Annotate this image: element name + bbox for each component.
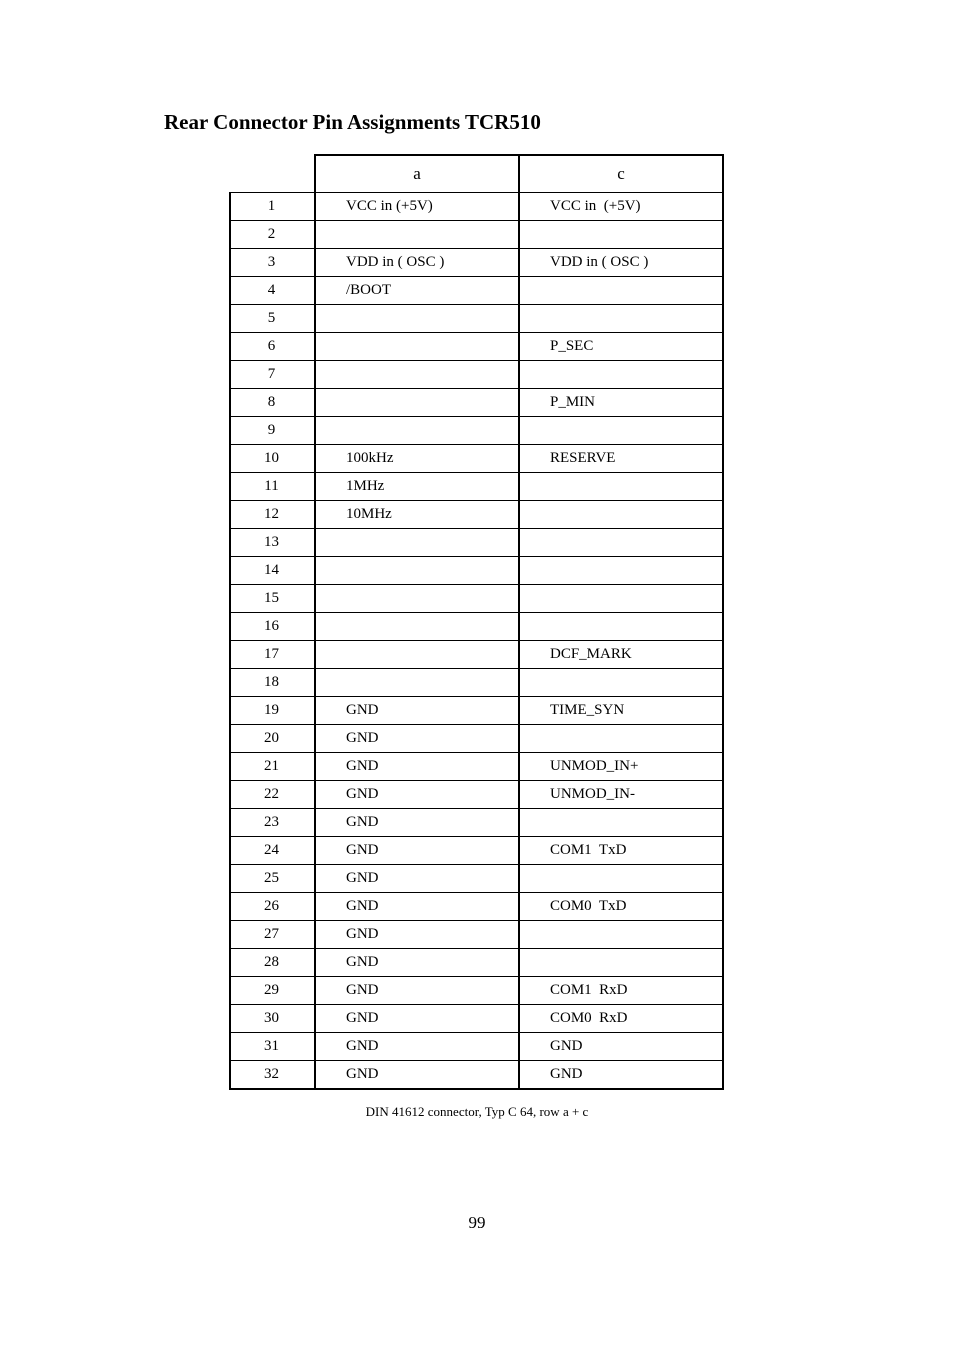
pin-number-cell: 22 (230, 781, 315, 809)
row-c-signal-cell: VCC in (+5V) (519, 193, 723, 221)
row-c-signal-cell (519, 949, 723, 977)
row-c-signal-cell (519, 669, 723, 697)
row-c-signal-cell (519, 277, 723, 305)
row-c-signal-cell (519, 417, 723, 445)
row-a-signal-cell (315, 669, 519, 697)
row-a-signal-cell: 1MHz (315, 473, 519, 501)
pin-number-cell: 2 (230, 221, 315, 249)
pin-number-cell: 5 (230, 305, 315, 333)
table-row (230, 921, 723, 949)
pin-number-cell: 15 (230, 585, 315, 613)
row-c-signal-cell: P_SEC (519, 333, 723, 361)
header-row-a: a (315, 155, 519, 193)
row-c-signal-cell (519, 473, 723, 501)
table-caption: DIN 41612 connector, Typ C 64, row a + c (365, 1104, 589, 1119)
pin-number-cell: 1 (230, 193, 315, 221)
row-c-signal-cell (519, 361, 723, 389)
table-row (230, 473, 723, 501)
row-a-signal-cell: 100kHz (315, 445, 519, 473)
pin-number-cell: 16 (230, 613, 315, 641)
row-c-signal-cell: COM0 TxD (519, 893, 723, 921)
pin-number-cell: 13 (230, 529, 315, 557)
row-c-signal-cell (519, 613, 723, 641)
pin-number-cell: 8 (230, 389, 315, 417)
row-a-signal-cell: 10MHz (315, 501, 519, 529)
table-row (230, 361, 723, 389)
pin-number-cell: 14 (230, 557, 315, 585)
pin-number-cell: 29 (230, 977, 315, 1005)
pin-number-cell: 26 (230, 893, 315, 921)
table-row (230, 529, 723, 557)
pin-number-cell: 24 (230, 837, 315, 865)
row-c-signal-cell (519, 305, 723, 333)
table-row (230, 445, 723, 473)
table-row (230, 1033, 723, 1061)
header-corner-cell (230, 155, 315, 193)
row-c-signal-cell: GND (519, 1061, 723, 1090)
table-row (230, 753, 723, 781)
row-c-signal-cell (519, 557, 723, 585)
table-row (230, 389, 723, 417)
table-row (230, 1061, 723, 1090)
row-c-signal-cell (519, 529, 723, 557)
table-row (230, 277, 723, 305)
table-row (230, 501, 723, 529)
row-c-signal-cell: TIME_SYN (519, 697, 723, 725)
row-a-signal-cell: GND (315, 921, 519, 949)
row-c-signal-cell: UNMOD_IN+ (519, 753, 723, 781)
table-row (230, 333, 723, 361)
pin-number-cell: 31 (230, 1033, 315, 1061)
pin-number-cell: 17 (230, 641, 315, 669)
pin-number-cell: 11 (230, 473, 315, 501)
table-row (230, 417, 723, 445)
row-c-signal-cell (519, 725, 723, 753)
pin-number-cell: 21 (230, 753, 315, 781)
row-c-signal-cell (519, 221, 723, 249)
table-row (230, 305, 723, 333)
page-title: Rear Connector Pin Assignments TCR510 (164, 110, 541, 134)
table-row (230, 669, 723, 697)
row-a-signal-cell (315, 557, 519, 585)
row-c-signal-cell: DCF_MARK (519, 641, 723, 669)
pin-number-cell: 23 (230, 809, 315, 837)
table-row (230, 809, 723, 837)
pin-number-cell: 20 (230, 725, 315, 753)
row-a-signal-cell (315, 585, 519, 613)
row-a-signal-cell (315, 529, 519, 557)
table-row (230, 977, 723, 1005)
pin-rows (230, 193, 723, 1090)
table-row (230, 837, 723, 865)
table-row (230, 1005, 723, 1033)
pin-number-cell: 3 (230, 249, 315, 277)
table-header-row (230, 155, 723, 193)
row-a-signal-cell (315, 333, 519, 361)
header-row-c: c (519, 155, 723, 193)
table-row (230, 865, 723, 893)
table-row (230, 585, 723, 613)
table-row (230, 893, 723, 921)
pin-number-cell: 6 (230, 333, 315, 361)
pin-number-cell: 9 (230, 417, 315, 445)
pin-number-cell: 28 (230, 949, 315, 977)
row-a-signal-cell (315, 305, 519, 333)
row-c-signal-cell: COM1 TxD (519, 837, 723, 865)
row-a-signal-cell: GND (315, 977, 519, 1005)
row-a-signal-cell: GND (315, 865, 519, 893)
table-row (230, 193, 723, 221)
row-a-signal-cell: GND (315, 753, 519, 781)
row-c-signal-cell (519, 501, 723, 529)
row-c-signal-cell: RESERVE (519, 445, 723, 473)
pin-number-cell: 27 (230, 921, 315, 949)
row-c-signal-cell: GND (519, 1033, 723, 1061)
pin-number-cell: 32 (230, 1061, 315, 1090)
row-a-signal-cell: GND (315, 697, 519, 725)
pin-number-cell: 10 (230, 445, 315, 473)
row-c-signal-cell: COM1 RxD (519, 977, 723, 1005)
row-a-signal-cell: GND (315, 949, 519, 977)
row-a-signal-cell (315, 221, 519, 249)
row-a-signal-cell: GND (315, 781, 519, 809)
table-row (230, 557, 723, 585)
row-a-signal-cell (315, 417, 519, 445)
pin-number-cell: 19 (230, 697, 315, 725)
table-row (230, 725, 723, 753)
row-c-signal-cell: COM0 RxD (519, 1005, 723, 1033)
table-row (230, 949, 723, 977)
table-row (230, 221, 723, 249)
pin-number-cell: 7 (230, 361, 315, 389)
pin-number-cell: 12 (230, 501, 315, 529)
row-a-signal-cell (315, 361, 519, 389)
row-a-signal-cell: GND (315, 1005, 519, 1033)
row-a-signal-cell: VDD in ( OSC ) (315, 249, 519, 277)
page-number: 99 (468, 1213, 486, 1232)
row-a-signal-cell (315, 389, 519, 417)
row-a-signal-cell: GND (315, 837, 519, 865)
row-a-signal-cell: /BOOT (315, 277, 519, 305)
row-a-signal-cell: VCC in (+5V) (315, 193, 519, 221)
row-a-signal-cell: GND (315, 809, 519, 837)
table-row (230, 641, 723, 669)
table-row (230, 249, 723, 277)
row-a-signal-cell: GND (315, 1061, 519, 1090)
table-row (230, 697, 723, 725)
pin-number-cell: 18 (230, 669, 315, 697)
pin-number-cell: 25 (230, 865, 315, 893)
row-c-signal-cell: VDD in ( OSC ) (519, 249, 723, 277)
row-a-signal-cell: GND (315, 1033, 519, 1061)
row-a-signal-cell (315, 641, 519, 669)
row-c-signal-cell (519, 585, 723, 613)
pin-number-cell: 30 (230, 1005, 315, 1033)
table-row (230, 613, 723, 641)
row-a-signal-cell: GND (315, 893, 519, 921)
pin-number-cell: 4 (230, 277, 315, 305)
pin-assignment-table (229, 154, 724, 1090)
row-c-signal-cell: P_MIN (519, 389, 723, 417)
row-a-signal-cell (315, 613, 519, 641)
row-c-signal-cell: UNMOD_IN- (519, 781, 723, 809)
row-c-signal-cell (519, 865, 723, 893)
row-a-signal-cell: GND (315, 725, 519, 753)
table-row (230, 781, 723, 809)
row-c-signal-cell (519, 809, 723, 837)
row-c-signal-cell (519, 921, 723, 949)
